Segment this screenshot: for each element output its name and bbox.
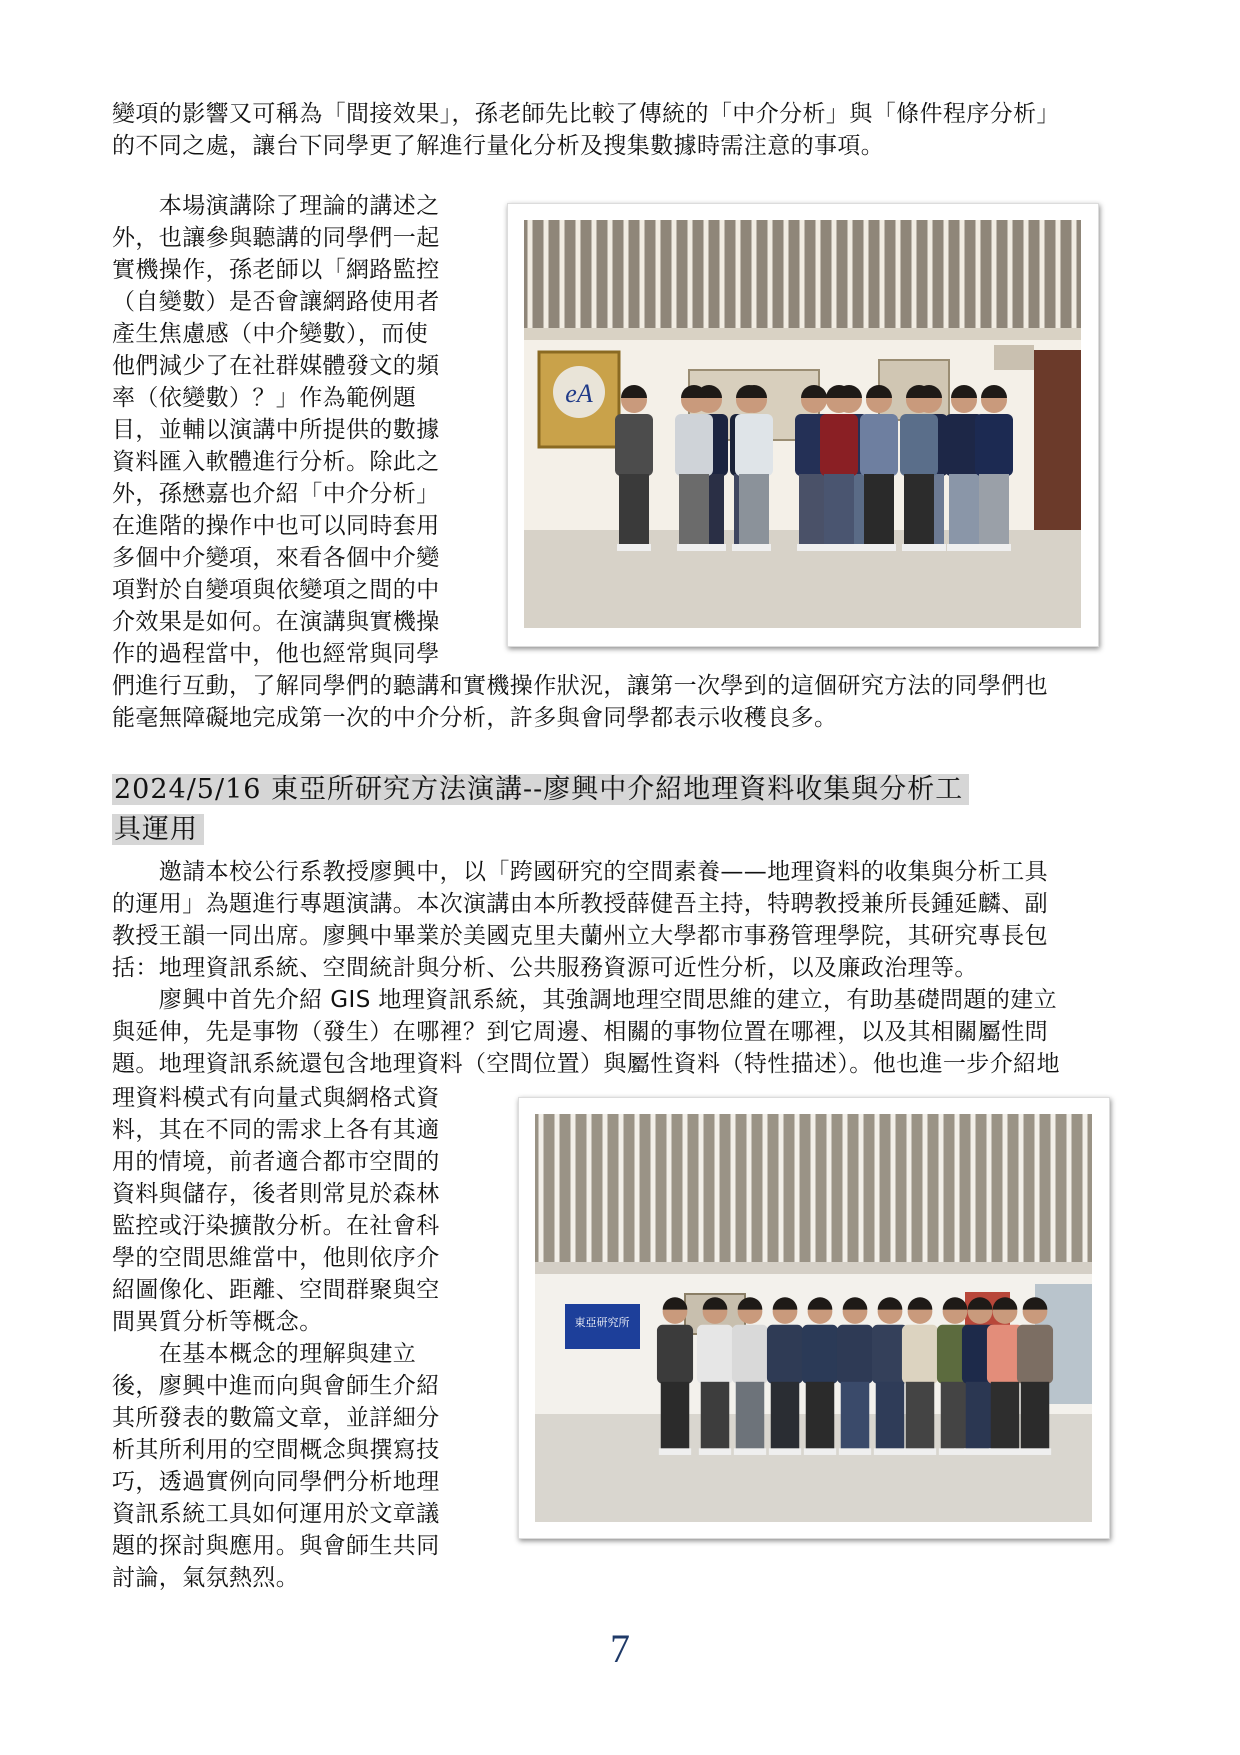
text-line: 在基本概念的理解與建立: [112, 1341, 417, 1367]
text-line: 紹圖像化、距離、空間群聚與空: [112, 1277, 440, 1303]
section2-side-text: [112, 1082, 462, 1594]
text-line: 析其所利用的空間概念與撰寫技: [112, 1437, 440, 1463]
text-line: 的運用」為題進行專題演講。本次演講由本所教授薛健吾主持，特聘教授兼所長鍾延麟、副: [112, 891, 1048, 917]
text-line: 後，廖興中進而向與會師生介紹: [112, 1373, 440, 1399]
text-line: 多個中介變項，來看各個中介變: [112, 545, 440, 571]
text-line: 用的情境，前者適合都市空間的: [112, 1149, 440, 1175]
text-line: 變項的影響又可稱為「間接效果」，孫老師先比較了傳統的「中介分析」與「條件程序分析」: [112, 101, 1060, 127]
lecture2-group-photo: [535, 1114, 1092, 1522]
text-line: 監控或汙染擴散分析。在社會科: [112, 1213, 440, 1239]
text-line: 廖興中首先介紹 GIS 地理資訊系統，其強調地理空間思維的建立，有助基礎問題的建立: [112, 987, 1058, 1013]
text-line: 括：地理資訊系統、空間統計與分析、公共服務資源可近性分析，以及廉政治理等。: [112, 955, 978, 981]
text-line: 能毫無障礙地完成第一次的中介分析，許多與會同學都表示收穫良多。: [112, 705, 838, 731]
text-line: 間異質分析等概念。: [112, 1309, 323, 1335]
text-line: 的不同之處，讓台下同學更了解進行量化分析及搜集數據時需注意的事項。: [112, 133, 885, 159]
text-line: 項對於自變項與依變項之間的中: [112, 577, 440, 603]
text-line: 資料匯入軟體進行分析。除此之: [112, 449, 440, 475]
lecture1-group-photo-frame: [507, 203, 1099, 647]
text-line: 理資料模式有向量式與網格式資: [112, 1085, 440, 1111]
text-line: 他們減少了在社群媒體發文的頻: [112, 353, 440, 379]
text-line: 在進階的操作中也可以同時套用: [112, 513, 440, 539]
text-line: 產生焦慮感（中介變數），而使: [112, 321, 429, 347]
section1-continuation: [112, 670, 1132, 734]
section1-side-text: [112, 190, 462, 670]
institute-logo-text: eA: [565, 379, 593, 408]
text-line: 目，並輔以演講中所提供的數據: [112, 417, 440, 443]
lecture2-group-photo-frame: [518, 1097, 1110, 1539]
section2-paragraphs: [112, 856, 1132, 1080]
text-line: 實機操作，孫老師以「網路監控: [112, 257, 440, 283]
heading-line-1: 2024/5/16 東亞所研究方法演講--廖興中介紹地理資料收集與分析工: [112, 774, 969, 805]
text-line: 題。地理資訊系統還包含地理資料（空間位置）與屬性資料（特性描述）。他也進一步介紹地: [112, 1051, 1060, 1077]
text-line: 題的探討與應用。與會師生共同: [112, 1533, 440, 1559]
text-line: 介效果是如何。在演講與實機操: [112, 609, 440, 635]
text-line: 資訊系統工具如何運用於文章議: [112, 1501, 440, 1527]
text-line: 其所發表的數篇文章，並詳細分: [112, 1405, 440, 1431]
text-line: 料，其在不同的需求上各有其適: [112, 1117, 440, 1143]
text-line: 邀請本校公行系教授廖興中，以「跨國研究的空間素養——地理資料的收集與分析工具: [112, 859, 1048, 885]
text-line: 資料與儲存，後者則常見於森林: [112, 1181, 440, 1207]
text-line: 本場演講除了理論的講述之: [112, 193, 440, 219]
text-line: 們進行互動，了解同學們的聽講和實機操作狀況，讓第一次學到的這個研究方法的同學們也: [112, 673, 1048, 699]
text-line: 作的過程當中，他也經常與同學: [112, 641, 440, 667]
text-line: 與延伸，先是事物（發生）在哪裡？到它周邊、相關的事物位置在哪裡，以及其相關屬性問: [112, 1019, 1048, 1045]
page-number: 7: [610, 1626, 630, 1671]
heading-line-2: 具運用: [112, 814, 204, 845]
lecture1-photo-illustration: [524, 220, 1081, 628]
intro-paragraph: [112, 98, 1132, 162]
section2-heading: [112, 770, 1132, 850]
text-line: 教授王韻一同出席。廖興中畢業於美國克里夫蘭州立大學都市事務管理學院，其研究專長包: [112, 923, 1048, 949]
text-line: 巧，透過實例向同學們分析地理: [112, 1469, 440, 1495]
lecture1-group-photo: [524, 220, 1081, 628]
institute-sign-text: 東亞研究所: [574, 1316, 630, 1329]
text-line: （自變數）是否會讓網路使用者: [112, 289, 440, 315]
text-line: 學的空間思維當中，他則依序介: [112, 1245, 440, 1271]
lecture2-photo-illustration: [535, 1114, 1092, 1522]
text-line: 率（依變數）？」作為範例題: [112, 385, 417, 411]
text-line: 討論，氣氛熱烈。: [112, 1565, 300, 1591]
text-line: 外，孫懋嘉也介紹「中介分析」: [112, 481, 440, 507]
text-line: 外，也讓參與聽講的同學們一起: [112, 225, 440, 251]
